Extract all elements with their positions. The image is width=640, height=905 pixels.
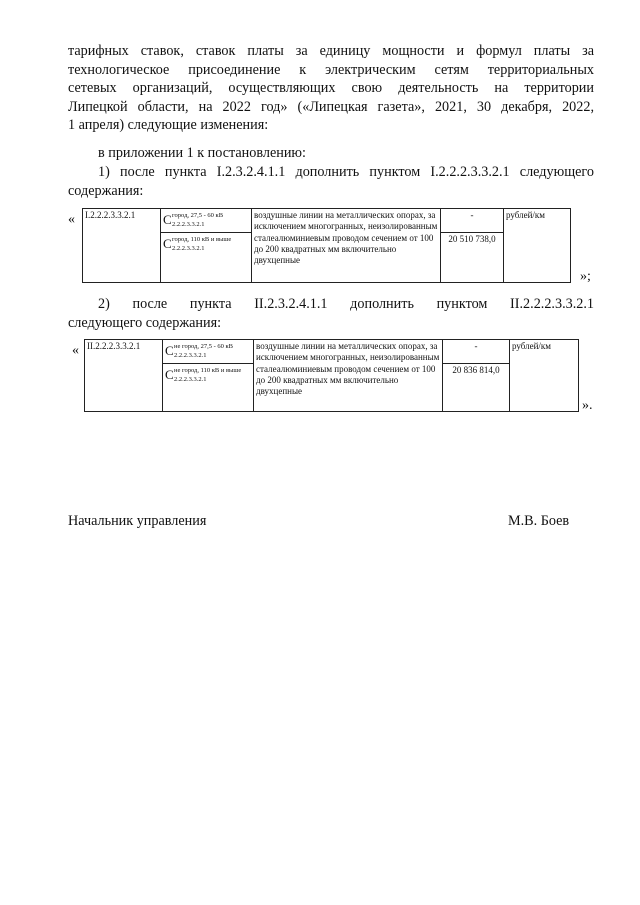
value-cell: - — [443, 340, 510, 364]
rate-symbol: C — [165, 367, 174, 382]
point-code: II.2.2.2.3.3.2.1 — [85, 340, 163, 412]
line-description: воздушные линии на металлических опорах, за исключением многогранных, неизолированным сталеалюминиевым проводом сечением от 100 до 200 квадратных мм включительно двухцепные — [254, 340, 443, 412]
intro-line: сетевых организаций, осуществляющих свою деятельность на территории — [68, 80, 594, 97]
intro-line: тарифных ставок, ставок платы за единицу мощности и формул платы за — [68, 43, 594, 59]
item2-text — [68, 295, 594, 332]
table-row — [85, 340, 579, 364]
rate-cell — [161, 233, 252, 283]
intro-paragraph — [68, 42, 594, 135]
item2-line: следующего содержания: — [68, 314, 222, 331]
rate-subscript: 2.2.2.3.3.2.1 — [172, 245, 205, 252]
signatory-position: Начальник управления — [68, 513, 207, 529]
item2-line: 2) после пункта II.2.3.2.4.1.1 дополнить пунктом II.2.2.2.3.3.2.1 — [98, 296, 594, 312]
item2-close-quote: ». — [582, 398, 593, 413]
rate-subscript: 2.2.2.3.3.2.1 — [174, 352, 207, 359]
item1-close-quote: »; — [580, 269, 591, 284]
rate-symbol: C — [165, 343, 174, 358]
value-cell: - — [441, 209, 504, 233]
rate-superscript: город, 110 кВ и выше — [172, 236, 232, 243]
rate-superscript: город, 27,5 - 60 кВ — [172, 212, 224, 219]
item1-text — [68, 163, 594, 200]
value-cell: 20 510 738,0 — [441, 233, 504, 283]
unit-cell: рублей/км — [510, 340, 579, 412]
intro-line: 1 апреля) следующие изменения: — [68, 117, 269, 134]
unit-cell: рублей/км — [504, 209, 571, 283]
value-cell: 20 836 814,0 — [443, 364, 510, 412]
rate-cell — [163, 340, 254, 364]
item2-table — [84, 339, 579, 412]
rate-symbol: C — [163, 236, 172, 251]
point-code: I.2.2.2.3.3.2.1 — [83, 209, 161, 283]
rate-subscript: 2.2.2.3.3.2.1 — [172, 221, 205, 228]
intro-line: технологическое присоединение к электрическим сетям территориальных — [68, 61, 594, 78]
rate-cell — [161, 209, 252, 233]
intro-line: Липецкой области, на 2022 год» («Липецкая газета», 2021, 30 декабря, 2022, — [68, 98, 594, 115]
signatory-name: М.В. Боев — [508, 513, 570, 529]
item2-open-quote: « — [72, 343, 79, 358]
rate-cell — [163, 364, 254, 412]
item1-table — [82, 208, 571, 283]
item1-line: 1) после пункта I.2.3.2.4.1.1 дополнить пунктом I.2.2.2.3.3.2.1 следующего — [98, 164, 594, 180]
line-description: воздушные линии на металлических опорах, за исключением многогранных, неизолированным сталеалюминиевым проводом сечением от 100 до 200 квадратных мм включительно двухцепные — [252, 209, 441, 283]
rate-superscript: не город, 110 кВ и выше — [174, 367, 242, 374]
item1-open-quote: « — [68, 212, 75, 227]
item1-line: содержания: — [68, 182, 144, 199]
rate-superscript: не город, 27,5 - 60 кВ — [174, 343, 234, 350]
rate-symbol: C — [163, 212, 172, 227]
rate-subscript: 2.2.2.3.3.2.1 — [174, 376, 207, 383]
table-row — [83, 209, 571, 233]
appendix-line: в приложении 1 к постановлению: — [98, 145, 306, 161]
